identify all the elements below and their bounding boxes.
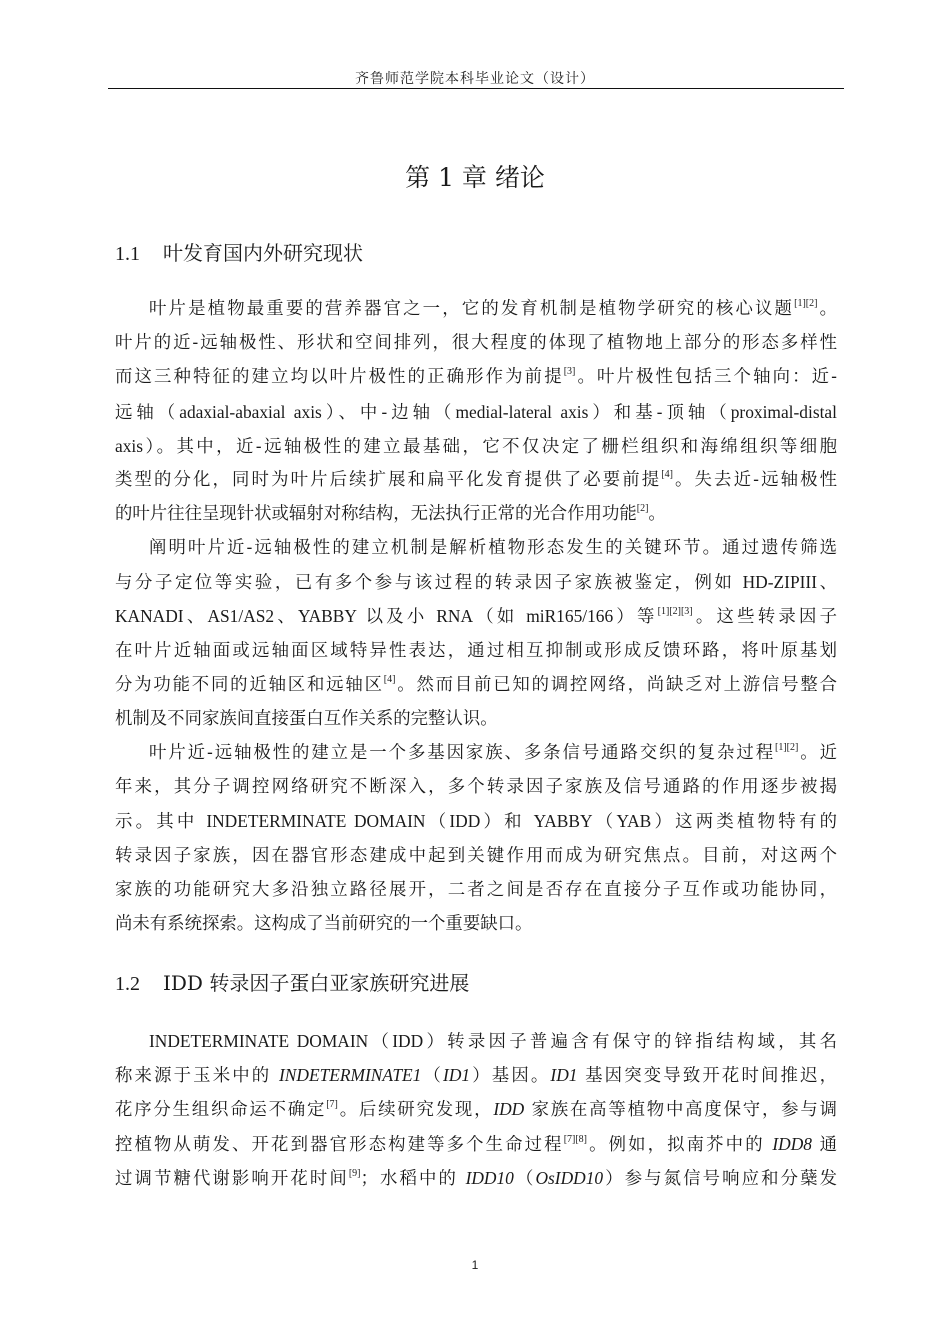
paragraph-4 <box>115 1024 837 1195</box>
latin-term: HD-ZIPIII <box>742 572 817 593</box>
citation-ref: [1][2] <box>775 742 799 753</box>
text-line: 阐明叶片近-远轴极性的建立机制是解析植物形态发生的关键环节。通过遗传筛选 <box>149 538 837 558</box>
citation-ref: [4] <box>383 673 396 685</box>
section-title: 叶发育国内外研究现状 <box>163 241 363 265</box>
citation-ref: [9] <box>348 1167 361 1179</box>
latin-term: proximal-distal <box>730 401 837 422</box>
gene-name: ID1 <box>550 1065 578 1086</box>
citation-ref: [1][2][3] <box>657 606 693 618</box>
paragraph-3 <box>115 736 837 941</box>
text-line: 分为功能不同的近轴区和远轴区[4]。然而目前已知的调控网络，尚缺乏对上游信号整合 <box>115 673 837 695</box>
chapter-title: 第 1 章 绪论 <box>405 163 545 192</box>
gene-name: INDETERMINATE1 <box>279 1065 422 1086</box>
text-line: 花序分生组织命运不确定[7]。后续研究发现，IDD 家族在高等植物中高度保守，参与调 <box>115 1099 837 1121</box>
section-number: 1.2 <box>115 973 140 995</box>
section-title: IDD 转录因子蛋白亚家族研究进展 <box>163 971 470 995</box>
citation-ref: [7][8] <box>563 1133 588 1145</box>
text-line: 年来，其分子调控网络研究不断深入，多个转录因子家族及信号通路的作用逐步被揭 <box>115 777 837 798</box>
text-line: 尚未有系统探索。这构成了当前研究的一个重要缺口。 <box>115 913 533 934</box>
gene-name: IDD8 <box>772 1133 812 1154</box>
text-line: 与分子定位等实验，已有多个参与该过程的转录因子家族被鉴定，例如 HD-ZIPIII、 <box>115 572 837 594</box>
text-line: INDETERMINATE DOMAIN（IDD）转录因子普遍含有保守的锌指结构域，其名 <box>149 1031 837 1052</box>
section-number: 1.1 <box>115 243 140 265</box>
text-line: 在叶片近轴面或远轴面区域特异性表达，通过相互抑制或形成反馈环路，将叶原基划 <box>115 640 837 661</box>
citation-ref: [3] <box>563 366 576 378</box>
latin-term: IDD <box>392 1031 424 1051</box>
latin-term: YABBY <box>533 811 593 832</box>
latin-term: RNA <box>436 606 473 627</box>
text-line: 叶片的近-远轴极性、形状和空间排列，很大程度的体现了植物地上部分的形态多样性 <box>115 333 837 354</box>
page-number: 1 <box>471 1258 479 1272</box>
header-rule <box>108 88 844 89</box>
gene-name: OsIDD10 <box>535 1167 604 1188</box>
latin-term: INDETERMINATE DOMAIN <box>206 811 426 832</box>
text-line: KANADI、AS1/AS2、YABBY 以及小 RNA（如 miR165/166）等[1][2][3]。这些转录因子 <box>115 606 837 628</box>
text-line: axis）。其中，近-远轴极性的建立最基础，它不仅决定了栅栏组织和海绵组织等细胞 <box>115 435 837 457</box>
gene-name: IDD10 <box>465 1167 514 1188</box>
text-line: 示。其中 INDETERMINATE DOMAIN（IDD）和 YABBY（YAB）这两类植物特有的 <box>115 811 837 833</box>
section-heading-1-2 <box>115 967 469 996</box>
text-line: 的叶片往往呈现针状或辐射对称结构，无法执行正常的光合作用功能[2]。 <box>115 503 666 525</box>
latin-term: AS1/AS2 <box>207 606 275 627</box>
latin-term: YABBY <box>297 606 357 627</box>
text-line: 机制及不同家族间直接蛋白互作关系的完整认识。 <box>115 708 498 729</box>
text-line: 过调节糖代谢影响开花时间[9]；水稻中的 IDD10（OsIDD10）参与氮信号响应和分蘖发 <box>115 1167 837 1189</box>
text-line: 类型的分化，同时为叶片后续扩展和扁平化发育提供了必要前提[4]。失去近-远轴极性 <box>115 468 837 490</box>
text-line: 远轴（adaxial-abaxial axis）、中-边轴（medial-lateral axis）和基-顶轴（proximal-distal <box>115 401 837 423</box>
latin-term: INDETERMINATE DOMAIN <box>149 1031 369 1051</box>
text-line: 而这三种特征的建立均以叶片极性的正确形作为前提[3]。叶片极性包括三个轴向：近- <box>115 366 837 388</box>
citation-ref: [1][2] <box>794 298 818 309</box>
latin-term: IDD <box>449 811 481 832</box>
latin-term: axis <box>115 435 144 456</box>
text-line: 叶片是植物最重要的营养器官之一，它的发育机制是植物学研究的核心议题[1][2]。 <box>149 298 837 319</box>
text-line: 称来源于玉米中的 INDETERMINATE1（ID1）基因。ID1 基因突变导致开花时间推迟， <box>115 1065 837 1087</box>
section-heading-1-1 <box>115 237 363 266</box>
latin-term: adaxial-abaxial axis <box>179 401 322 422</box>
citation-ref: [7] <box>326 1099 338 1111</box>
citation-ref: [4] <box>661 468 673 480</box>
paragraph-1 <box>115 292 837 531</box>
text-line: 转录因子家族，因在器官形态建成中起到关键作用而成为研究焦点。目前，对这两个 <box>115 845 837 866</box>
latin-term: miR165/166 <box>526 606 614 627</box>
latin-term: medial-lateral axis <box>455 401 589 422</box>
text-line: 叶片近-远轴极性的建立是一个多基因家族、多条信号通路交织的复杂过程[1][2]。近 <box>149 742 837 763</box>
gene-name: ID1 <box>443 1065 471 1086</box>
text-line: 控植物从萌发、开花到器官形态构建等多个生命过程[7][8]。例如，拟南芥中的 IDD8 通 <box>115 1133 838 1155</box>
text-line: 家族的功能研究大多沿独立路径展开，二者之间是否存在直接分子互作或功能协同， <box>115 879 837 900</box>
paragraph-2 <box>115 531 837 736</box>
latin-term: YAB <box>616 811 652 832</box>
latin-term: KANADI <box>115 606 184 627</box>
citation-ref: [2] <box>636 503 649 515</box>
gene-name: IDD <box>493 1099 525 1120</box>
running-header: 齐鲁师范学院本科毕业论文（设计） <box>355 71 595 87</box>
